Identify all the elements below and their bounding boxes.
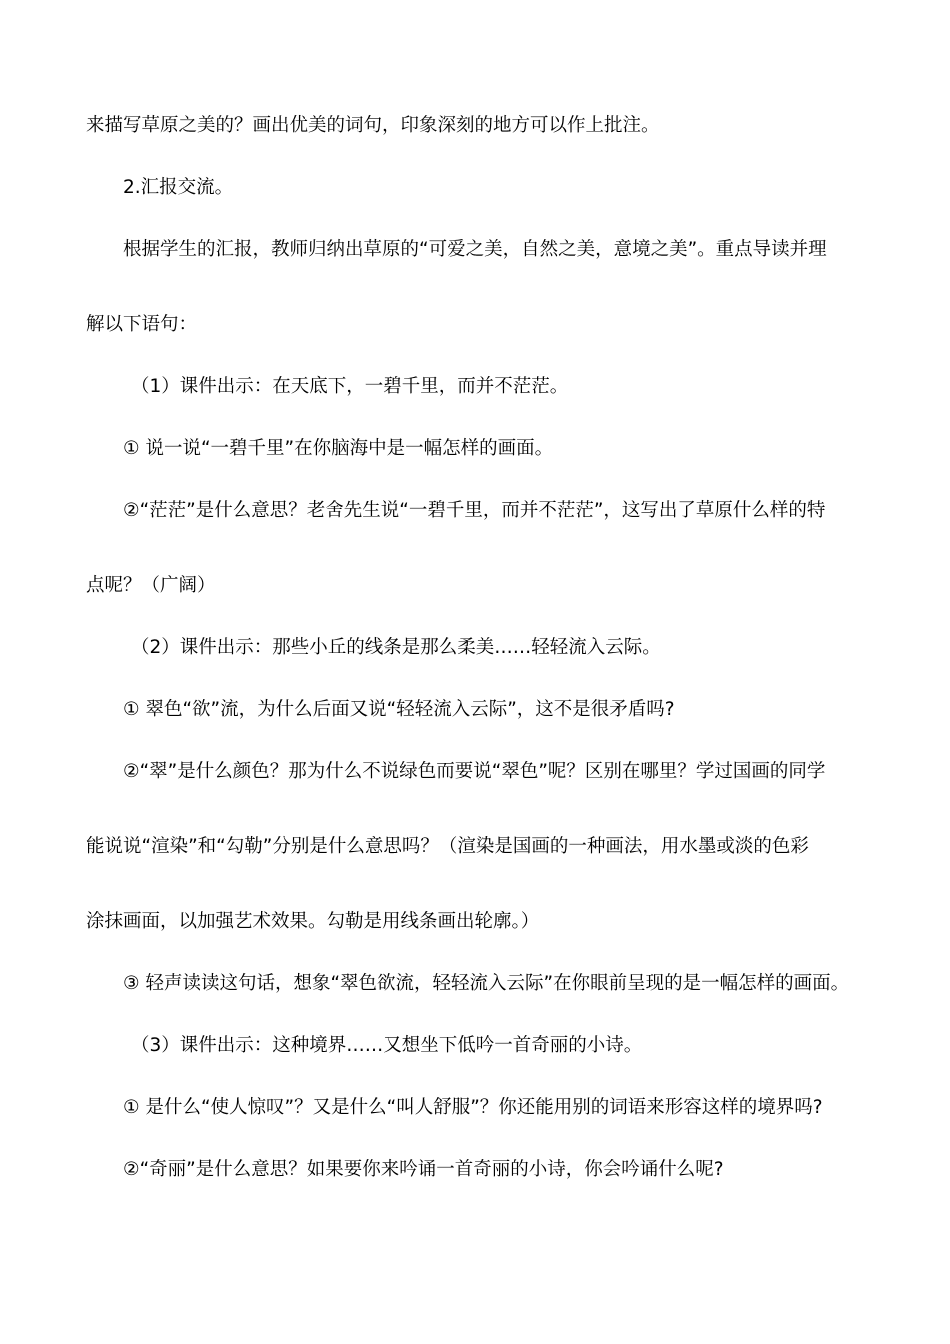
- text-line: ③ 轻声读读这句话，想象“翠色欲流，轻轻流入云际”在你眼前呈现的是一幅怎样的画面。: [123, 973, 850, 994]
- text-line: ① 翠色“欲”流，为什么后面又说“轻轻流入云际”，这不是很矛盾吗?: [123, 699, 675, 720]
- text-line: ②“翠”是什么颜色？那为什么不说绿色而要说“翠色”呢？区别在哪里？学过国画的同学: [123, 761, 826, 782]
- text-line: 点呢？（广阔）: [86, 575, 216, 596]
- text-line: （3）课件出示：这种境界……又想坐下低吟一首奇丽的小诗。: [131, 1035, 643, 1056]
- text-line: 解以下语句：: [86, 314, 198, 335]
- text-line: （2）课件出示：那些小丘的线条是那么柔美……轻轻流入云际。: [131, 637, 661, 658]
- text-line: 2.汇报交流。: [123, 177, 234, 198]
- text-line: 根据学生的汇报，教师归纳出草原的“可爱之美，自然之美，意境之美”。重点导读并理: [123, 239, 827, 260]
- text-line: 能说说“渲染”和“勾勒”分别是什么意思吗？（渲染是国画的一种画法，用水墨或淡的色彩: [86, 836, 809, 857]
- text-line: 涂抹画面，以加强艺术效果。勾勒是用线条画出轮廓。）: [86, 911, 540, 932]
- text-line: ① 是什么“使人惊叹”？又是什么“叫人舒服”？你还能用别的词语来形容这样的境界吗?: [123, 1097, 823, 1118]
- text-line: ②“奇丽”是什么意思？如果要你来吟诵一首奇丽的小诗，你会吟诵什么呢?: [123, 1159, 724, 1180]
- text-line: 来描写草原之美的？画出优美的词句，印象深刻的地方可以作上批注。: [86, 115, 660, 136]
- text-line: （1）课件出示：在天底下，一碧千里，而并不茫茫。: [131, 376, 569, 397]
- text-line: ① 说一说“一碧千里”在你脑海中是一幅怎样的画面。: [123, 438, 554, 459]
- text-line: ②“茫茫”是什么意思？老舍先生说“一碧千里，而并不茫茫”，这写出了草原什么样的特: [123, 500, 826, 521]
